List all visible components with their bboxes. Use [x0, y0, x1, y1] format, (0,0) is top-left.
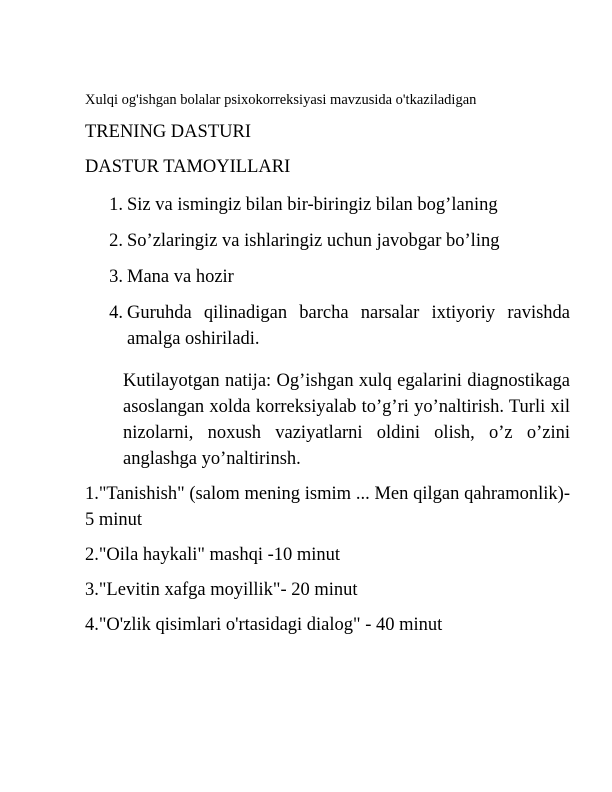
principle-text: Siz va ismingiz bilan bir-biringiz bilan bog’laning — [127, 195, 498, 215]
principle-text: So’zlaringiz va ishlaringiz uchun javobgar bo’ling — [127, 231, 500, 251]
principle-text: Guruhda qilinadigan barcha narsalar ixtiyoriy ravishda amalga oshiriladi. — [127, 303, 570, 349]
principle-number: 1. — [109, 195, 123, 215]
principle-number: 4. — [109, 303, 123, 323]
principle-item — [85, 192, 570, 218]
principle-item — [85, 264, 570, 290]
principle-text: Mana va hozir — [127, 267, 234, 287]
program-item: 4."O'zlik qisimlari o'rtasidagi dialog" - 40 minut — [85, 615, 443, 635]
principle-number: 2. — [109, 231, 123, 251]
document-title: TRENING DASTURI — [85, 122, 251, 142]
principles-list — [85, 192, 570, 362]
section-heading: DASTUR TAMOYILLARI — [85, 157, 291, 177]
principle-item — [85, 228, 570, 254]
document-subtitle: Xulqi og'ishgan bolalar psixokorreksiyasi mavzusida o'tkaziladigan — [85, 92, 477, 108]
program-item: 1."Tanishish" (salom mening ismim ... Men qilgan qahramonlik)- 5 minut — [85, 484, 570, 530]
principle-item — [85, 300, 570, 352]
program-item: 3."Levitin xafga moyillik"- 20 minut — [85, 580, 358, 600]
principle-number: 3. — [109, 267, 123, 287]
expected-result-paragraph: Kutilayotgan natija: Og’ishgan xulq egalarini diagnostikaga asoslangan xolda korreksiyalab to’g’ri yo’naltirish. Turli xil nizolarni, noxush vaziyatlarni oldini olish, o’z o’zini anglashga yo’naltirinsh. — [123, 371, 570, 469]
program-list — [85, 481, 570, 647]
program-item: 2."Oila haykali" mashqi -10 minut — [85, 545, 341, 565]
